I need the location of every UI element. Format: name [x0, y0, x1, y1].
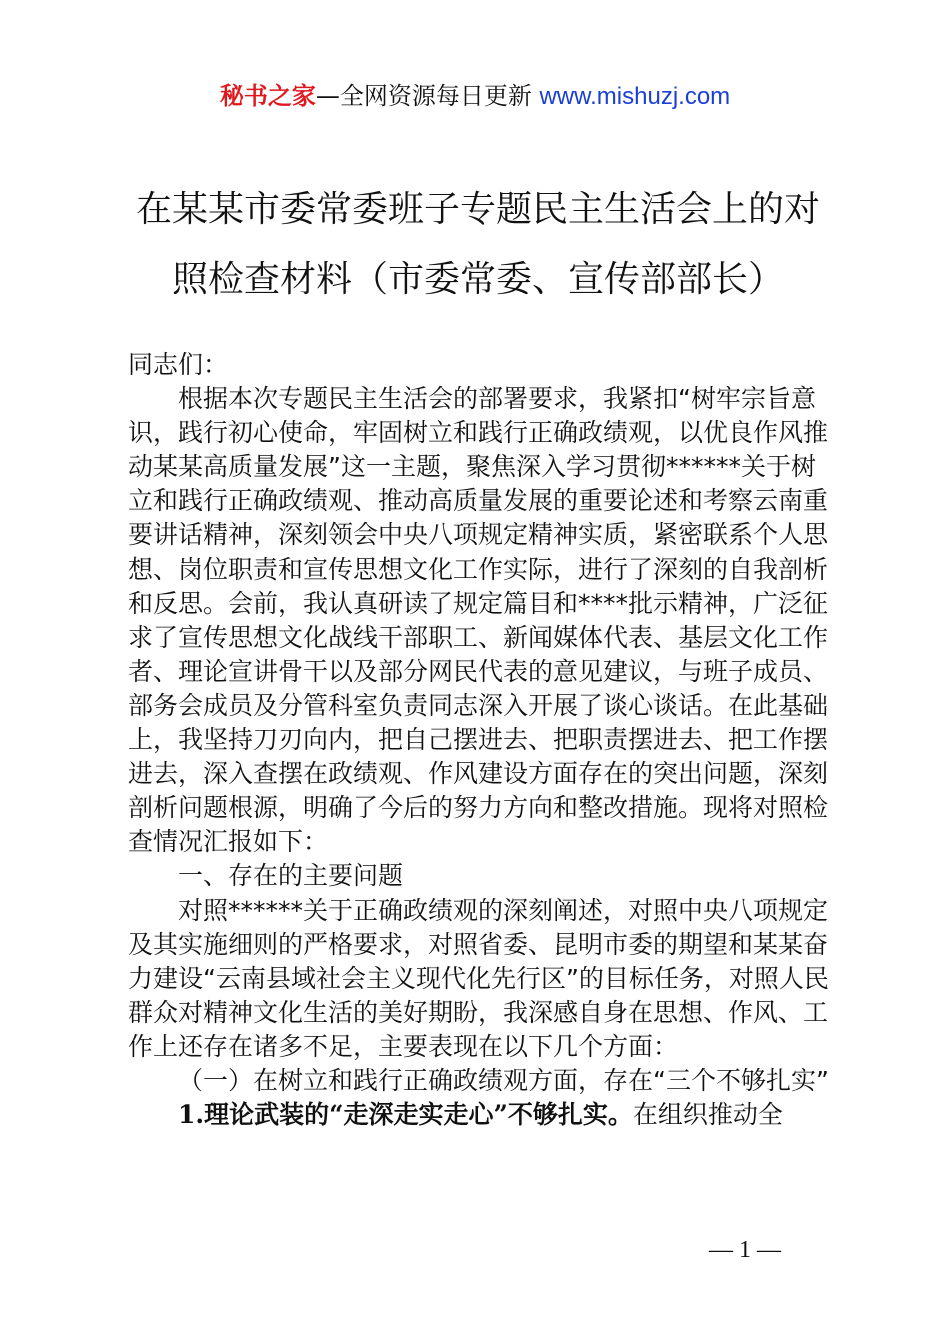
section-paragraph: 对照******关于正确政绩观的深刻阐述，对照中央八项规定及其实施细则的严格要求，对照省委、昆明市委的期望和某某奋力建设“云南县域社会主义现代化先行区”的目标任务，对照人民群众对精神文化生活的美好期盼，我深感自身在思想、作风、工作上还存在诸多不足，主要表现在以下几个方面：: [128, 895, 829, 1061]
item-paragraph: [128, 1098, 838, 1132]
intro-paragraph: 根据本次专题民主生活会的部署要求，我紧扣“树牢宗旨意识，践行初心使命，牢固树立和践行正确政绩观，以优良作风推动某某高质量发展”这一主题，聚焦深入学习贯彻******关于树立和践行正确政绩观、推动高质量发展的重要论述和考察云南重要讲话精神，深刻领会中央八项规定精神实质，紧密联系个人思想、岗位职责和宣传思想文化工作实际，进行了深刻的自我剖析和反思。会前，我认真研读了规定篇目和****批示精神，广泛征求了宣传思想文化战线干部职工、新闻媒体代表、基层文化工作者、理论宣讲骨干以及部分网民代表的意见建议，与班子成员、部务会成员及分管科室负责同志深入开展了谈心谈话。在此基础上，我坚持刀刃向内，把自己摆进去、把职责摆进去、把工作摆进去，深入查摆在政绩观、作风建设方面存在的突出问题，深刻剖析问题根源，明确了今后的努力方向和整改措施。现将对照检查情况汇报如下：: [128, 384, 829, 857]
salutation: 同志们：: [128, 350, 229, 379]
site-brand: 秘书之家: [219, 82, 316, 110]
item-text: 在组织推动全: [632, 1100, 783, 1130]
document-body: [128, 348, 838, 1132]
document-title-line-2: 照检查材料（市委常委、宣传部部长）: [171, 259, 784, 300]
item-heading: 1.理论武装的“走深走实走心”不够扎实。: [178, 1100, 633, 1130]
page-number: — 1 —: [709, 1237, 781, 1263]
site-tagline: —全网资源每日更新: [315, 82, 540, 110]
section-heading: 一、存在的主要问题: [178, 861, 404, 891]
subsection-heading: （一）在树立和践行正确政绩观方面，存在“三个不够扎实”: [178, 1065, 829, 1095]
site-header: [0, 80, 950, 113]
site-url-link[interactable]: www.mishuzj.com: [539, 83, 731, 110]
document-title-line-1: 在某某市委常委班子专题民主生活会上的对: [135, 189, 820, 230]
